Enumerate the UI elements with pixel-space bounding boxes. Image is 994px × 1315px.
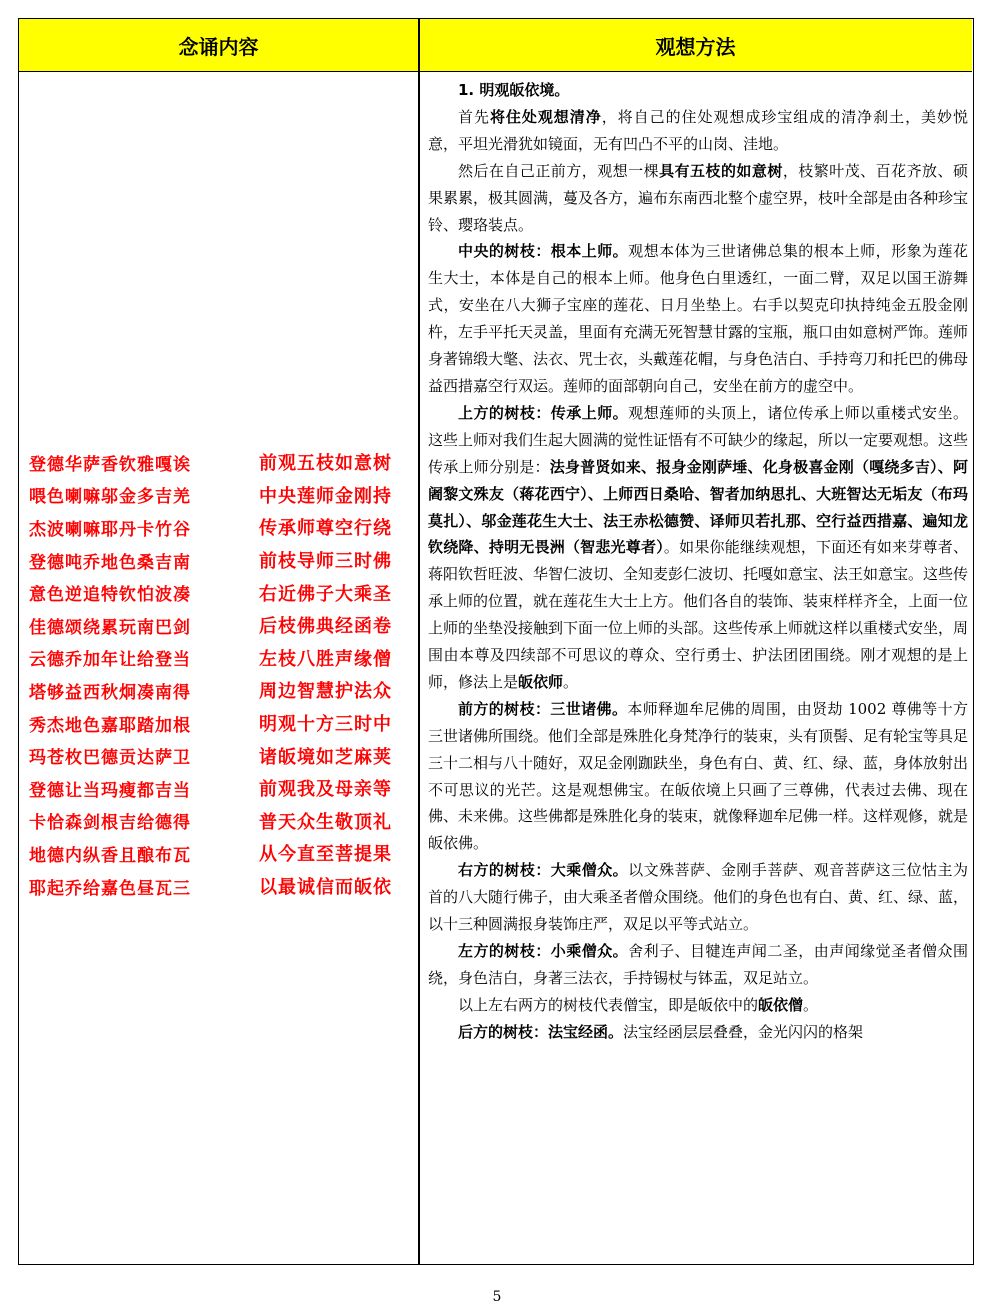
chant-line	[19, 446, 418, 479]
method-paragraph: 首先将住处观想清净，将自己的住处观想成珍宝组成的清净刹土，美妙悦意，平坦光滑犹如镜面，无有凹凸不平的山岗、洼地。	[428, 107, 968, 153]
chant-transliteration: 登德吨乔地色桑吉南	[29, 552, 191, 573]
method-paragraph: 然后在自己正前方，观想一棵具有五枝的如意树，枝繁叶茂、百花齐放、硕果累累，极其圆满，蔓及各方，遍布东南西北整个虚空界，枝叶全部是由各种珍宝铃、璎珞装点。	[428, 161, 969, 234]
chant-line	[19, 479, 418, 512]
chant-transliteration: 地德内纵香且酿布瓦	[29, 845, 191, 866]
main-table	[18, 18, 974, 1265]
chant-meaning: 中央莲师金刚持	[259, 485, 392, 507]
method-paragraph: 左方的树枝：小乘僧众。舍利子、目犍连声闻二圣，由声闻缘觉圣者僧众围绕，身色洁白，身著三法衣，手持锡杖与钵盂，双足站立。	[428, 942, 968, 987]
chant-transliteration: 杰波喇嘛耶丹卡竹谷	[29, 519, 191, 540]
method-column	[428, 77, 968, 1046]
chant-transliteration: 耶起乔给嘉色昼瓦三	[29, 878, 191, 899]
chant-line	[19, 739, 418, 772]
method-paragraph	[428, 77, 968, 104]
chant-transliteration: 登德华萨香钦雅嘎诶	[29, 454, 191, 475]
chant-transliteration: 玛苍枚巴德贡达萨卫	[29, 748, 191, 769]
method-paragraph: 中央的树枝：根本上师。观想本体为三世诸佛总集的根本上师，形象为莲花生大士，本体是自己的根本上师。他身色白里透红，一面二臂，双足以国王游舞式，安坐在八大狮子宝座的莲花、日月坐垫上。右手以契克印执持纯金五股金刚杵，左手平托天灵盖，里面有充满无死智慧甘露的宝瓶，瓶口由如意树严饰。莲师身著锦缎大氅、法衣、咒士衣，头戴莲花帽，与身色洁白、手持弯刀和托巴的佛母益西措嘉空行双运。莲师的面部朝向自己，安坐在前方的虚空中。	[428, 242, 969, 395]
chant-line	[19, 870, 418, 903]
chant-transliteration: 登德让当玛瘦都吉当	[29, 780, 191, 801]
chant-transliteration: 塔够益西秋炯凑南得	[29, 682, 191, 703]
chant-meaning: 以最诚信而皈依	[259, 877, 392, 899]
chant-meaning: 后枝佛典经函卷	[259, 616, 392, 638]
method-paragraph: 以上左右两方的树枝代表僧宝，即是皈依中的皈依僧。	[458, 995, 819, 1014]
chant-line	[19, 511, 418, 544]
method-paragraph: 右方的树枝：大乘僧众。以文殊菩萨、金刚手菩萨、观音菩萨这三位怙主为首的八大随行佛子，由大乘圣者僧众围绕。他们的身色也有白、黄、红、绿、蓝，以十三种圆满报身装饰庄严，双足以平等式站立。	[428, 861, 969, 934]
chant-meaning: 从今直至菩提果	[259, 844, 392, 866]
chant-line	[19, 772, 418, 805]
method-paragraph: 前方的树枝：三世诸佛。本师释迦牟尼佛的周围，由贤劫 1002 尊佛等十方三世诸佛所围绕。他们全部是殊胜化身梵净行的装束，头有顶髻、足有轮宝等具足三十二相与八十随好，双足金刚跏趺坐，身色有白、黄、红、绿、蓝，身体放射出不可思议的光芒。这是观想佛宝。在皈依境上只画了三尊佛，代表过去佛、现在佛、未来佛。这些佛都是殊胜化身的装束，就像释迦牟尼佛一样。这样观修，就是皈依佛。	[428, 699, 969, 853]
chant-line	[19, 805, 418, 838]
chant-meaning: 前观五枝如意树	[259, 453, 392, 475]
chant-meaning: 诸皈境如芝麻荚	[259, 746, 392, 768]
chant-transliteration: 秀杰地色嘉耶踏加根	[29, 715, 191, 736]
header-chant-content: 念诵内容	[19, 19, 419, 72]
chant-transliteration: 佳德颂绕累玩南巴剑	[29, 617, 191, 638]
chant-transliteration: 意色逆追特钦怕波凑	[29, 585, 191, 606]
chant-meaning: 明观十方三时中	[259, 714, 392, 736]
method-paragraph: 后方的树枝：法宝经函。法宝经函层层叠叠，金光闪闪的格架	[458, 1022, 864, 1041]
chant-line	[19, 544, 418, 577]
chant-meaning: 前观我及母亲等	[259, 779, 392, 801]
chant-transliteration: 卡恰森剑根吉给德得	[29, 813, 191, 834]
section-heading: 1. 明观皈依境。	[458, 81, 570, 99]
chant-line	[19, 707, 418, 740]
chant-meaning: 传承师尊空行绕	[259, 518, 392, 540]
chant-meaning: 周边智慧护法众	[259, 681, 392, 703]
chant-meaning: 前枝导师三时佛	[259, 551, 392, 573]
column-divider	[418, 19, 420, 1264]
chant-meaning: 普天众生敬顶礼	[259, 811, 392, 833]
chant-transliteration: 云德乔加年让给登当	[29, 650, 191, 671]
chant-meaning: 右近佛子大乘圣	[259, 583, 392, 605]
page-number: 5	[492, 1289, 502, 1305]
header-visualization-method: 观想方法	[419, 19, 972, 72]
chant-transliteration: 喂色喇嘛邬金多吉羌	[29, 487, 191, 508]
chant-line	[19, 837, 418, 870]
method-paragraph: 上方的树枝：传承上师。观想莲师的头顶上，诸位传承上师以重楼式安坐。这些上师对我们生起大圆满的觉性证悟有不可缺少的缘起，所以一定要观想。这些传承上师分别是：法身普贤如来、报身金刚萨埵、化身极喜金刚（嘎绕多吉）、阿阇黎文殊友（蒋花西宁）、上师西日桑哈、智者加纳思扎、大班智达无垢友（布玛莫扎）、邬金莲花生大士、法王赤松德赞、译师贝若扎那、空行益西措嘉、遍知龙钦绕降、持明无畏洲（智悲光尊者）。如果你能继续观想，下面还有如来芽尊者、蒋阳钦哲旺波、华智仁波切、全知麦彭仁波切、托嘎如意宝、法王如意宝。这些传承上师的位置，就在莲花生大士上方。他们各自的装饰、装束样样齐全，上面一位上师的坐垫没接触到下面一位上师的头部。这些传承上师就这样以重楼式安坐，周围由本尊及四续部不可思议的尊众、空行勇士、护法团团围绕。刚才观想的是上师，修法上是皈依师。	[428, 403, 969, 691]
chant-line	[19, 576, 418, 609]
chant-line	[19, 674, 418, 707]
chant-meaning: 左枝八胜声缘僧	[259, 648, 392, 670]
chant-line	[19, 642, 418, 675]
chant-line	[19, 609, 418, 642]
chant-column	[19, 446, 418, 902]
